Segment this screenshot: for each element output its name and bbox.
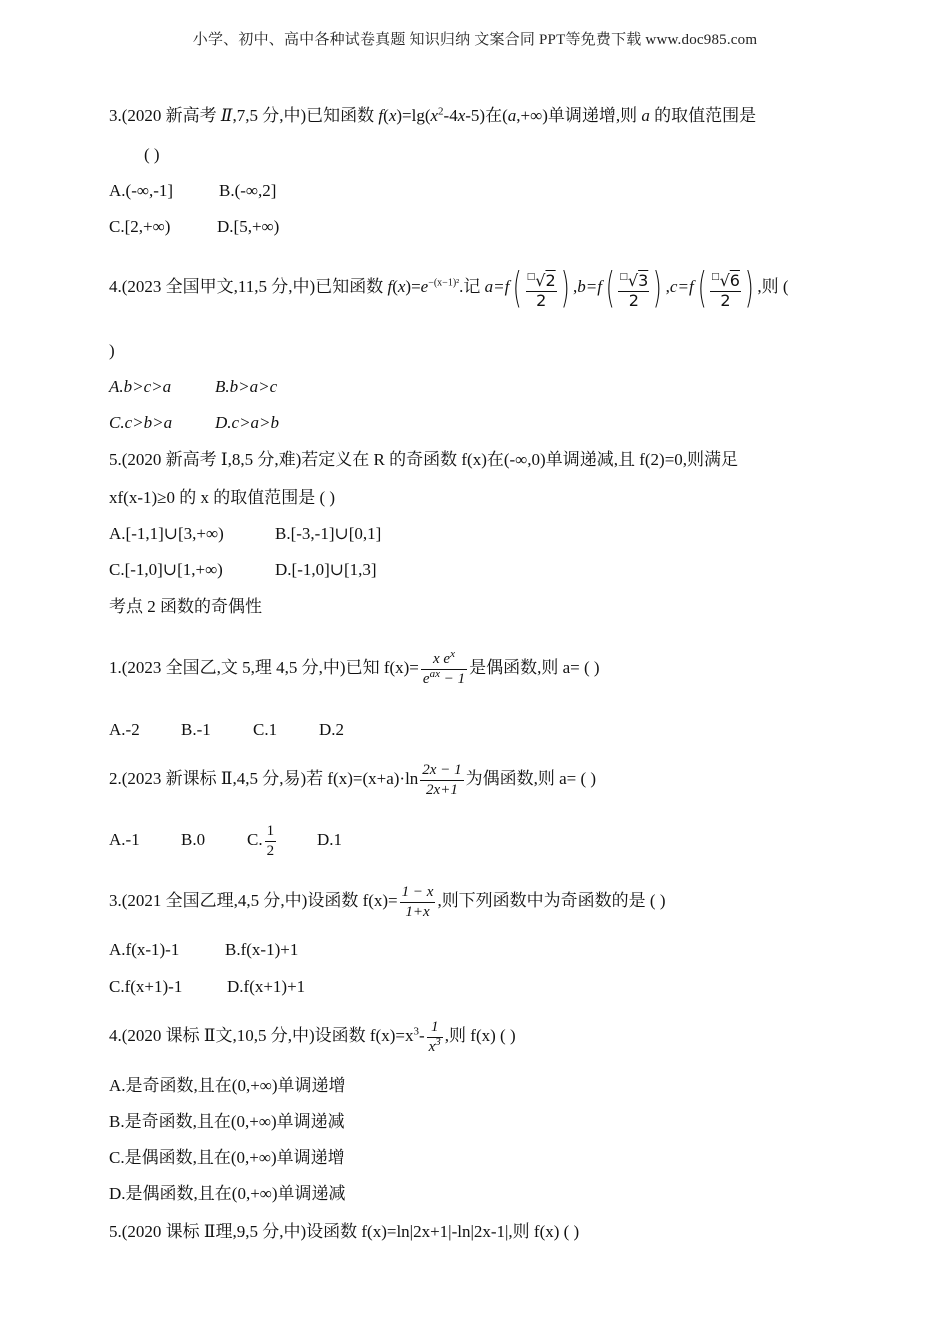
- page-header: 小学、初中、高中各种试卷真题 知识归纳 文案合同 PPT等免费下载 www.doc985.com: [192, 32, 758, 48]
- option-a: A.(-∞,-1]: [109, 181, 174, 200]
- option-b: B.b>a>c: [215, 377, 278, 396]
- parity-question-4-stem: 4.(2020 课标 Ⅱ文,10,5 分,中)设函数 $f(x)=x^3-$ $\frac{1}{x^3}$ ,则 f(x) ( ): [109, 1018, 516, 1055]
- fraction-sqrt3-over-2: $\frac{^□√3}{2}$: [618, 267, 649, 310]
- question-4-close-paren: ): [109, 341, 115, 360]
- option-b: B.f(x-1)+1: [225, 940, 299, 959]
- fraction-sqrt2-over-2: $\frac{^□√2}{2}$: [526, 267, 557, 310]
- option-a: A.f(x-1)-1: [109, 940, 180, 959]
- parity-question-4-option-c: C.是偶函数,且在(0,+∞)单调递增: [109, 1148, 345, 1167]
- question-5-stem-line2: xf(x-1)≥0 的 x 的取值范围是 ( ): [109, 488, 336, 507]
- question-5-options-row1: [109, 523, 381, 545]
- option-d: D.[-1,0]∪[1,3]: [275, 560, 377, 579]
- fraction-2x-minus-1-over-2x-plus-1: $\frac{2x - 1}{2x+1}$: [422, 761, 462, 798]
- fraction-sqrt6-over-2: $\frac{^□√6}{2}$: [710, 267, 741, 310]
- parity-question-1-options: [109, 719, 344, 741]
- option-b: B.(-∞,2]: [219, 181, 277, 200]
- option-c: C.c>b>a: [109, 413, 173, 432]
- question-3-options-row2: [109, 216, 279, 238]
- option-c: C.f(x+1)-1: [109, 977, 183, 996]
- parity-question-4-option-d: D.是偶函数,且在(0,+∞)单调递减: [109, 1184, 346, 1203]
- parity-question-2-stem: 2.(2023 新课标 Ⅱ,4,5 分,易)若 f(x)=(x+a)·ln $\frac{2x - 1}{2x+1}$ 为偶函数,则 a= ( ): [109, 761, 597, 798]
- option-c: C.1: [253, 720, 278, 739]
- option-d: D.f(x+1)+1: [227, 977, 306, 996]
- option-b: B.[-3,-1]∪[0,1]: [275, 524, 382, 543]
- fraction-xex-over-eax-minus-1: $\frac{x e^x}{e^{ax} - 1}$: [422, 647, 466, 687]
- option-a: A.b>c>a: [109, 377, 172, 396]
- option-c: C.[2,+∞): [109, 217, 171, 236]
- question-5-options-row2: [109, 559, 377, 581]
- parity-question-5-stem: 5.(2020 课标 Ⅱ理,9,5 分,中)设函数 f(x)=ln|2x+1|-ln|2x-1|,则 f(x) ( ): [109, 1222, 580, 1241]
- section-heading: 考点 2 函数的奇偶性: [109, 597, 262, 616]
- question-4-options-row1: [109, 376, 277, 398]
- fraction-1-over-x-cubed: $\frac{1}{x^3}$: [428, 1018, 441, 1055]
- parity-question-1-stem: 1.(2023 全国乙,文 5,理 4,5 分,中)已知 f(x)= $\frac{x e^x}{e^{ax} - 1}$ 是偶函数,则 a= ( ): [109, 647, 600, 687]
- option-c: C. $\frac{1}{2}$: [247, 822, 275, 859]
- option-b: B.0: [181, 830, 206, 849]
- option-d: D.[5,+∞): [217, 217, 280, 236]
- question-3-stem: 3.(2020 新高考 Ⅱ,7,5 分,中)已知函数 $f(x)=\lg(x^2-4x-5)$在(a,+∞)单调递增,则 a 的取值范围是: [109, 105, 757, 125]
- option-d: D.c>a>b: [215, 413, 280, 432]
- parity-question-4-option-a: A.是奇函数,且在(0,+∞)单调递增: [109, 1076, 346, 1095]
- parity-question-3-options-row1: [109, 939, 298, 961]
- option-c: C.[-1,0]∪[1,+∞): [109, 560, 223, 579]
- parity-question-3-stem: 3.(2021 全国乙理,4,5 分,中)设函数 f(x)= $\frac{1 - x}{1+x}$ ,则下列函数中为奇函数的是 ( ): [109, 883, 666, 920]
- option-a: A.-1: [109, 830, 140, 849]
- option-d: D.2: [319, 720, 345, 739]
- option-d: D.1: [317, 830, 343, 849]
- option-b: B.-1: [181, 720, 211, 739]
- question-4-options-row2: [109, 412, 279, 434]
- parity-question-3-options-row2: [109, 976, 305, 998]
- question-3-answer-paren: ( ): [144, 145, 160, 164]
- question-3-options-row1: [109, 180, 276, 202]
- parity-question-2-options: [109, 818, 342, 862]
- question-5-stem-line1: 5.(2020 新高考 Ⅰ,8,5 分,难)若定义在 R 的奇函数 f(x)在(-∞,0)单调递减,且 f(2)=0,则满足: [109, 450, 739, 469]
- question-4-stem: 4.(2023 全国甲文,11,5 分,中)已知函数 $f(x)=e^{-(x-1)^2}$.记 a=f( $\frac{^□√2}{2}$ ) ,b=f( $\frac{^□√3}{2}$ ) ,c=f( $\frac{^□√6}{2}$ ) ,则 (: [109, 263, 789, 313]
- option-a: A.[-1,1]∪[3,+∞): [109, 524, 224, 543]
- option-a: A.-2: [109, 720, 140, 739]
- parity-question-4-option-b: B.是奇函数,且在(0,+∞)单调递减: [109, 1112, 345, 1131]
- fraction-1-minus-x-over-1-plus-x: $\frac{1 - x}{1+x}$: [401, 883, 434, 920]
